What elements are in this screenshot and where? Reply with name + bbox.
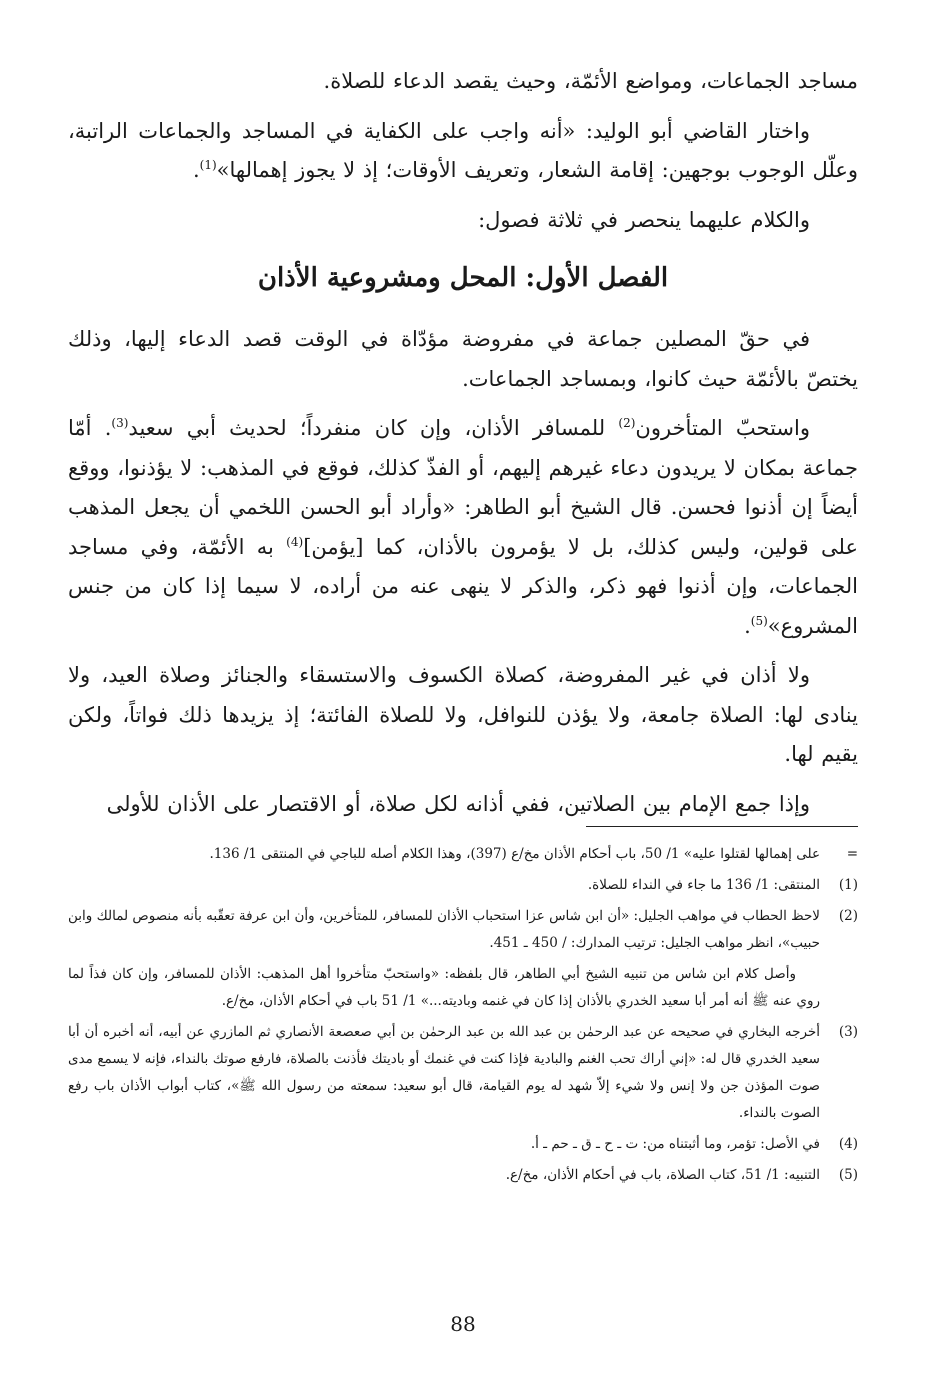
footnote <box>68 903 858 957</box>
footnote-ref[interactable]: (3) <box>111 416 129 430</box>
text-span: في حقّ المصلين جماعة في مفروضة مؤدّاة في الوقت قصد الدعاء إليها، وذلك يختصّ بالأئمّة حيث كانوا، وبمساجد الجماعات. <box>68 327 858 391</box>
paragraph <box>68 112 858 191</box>
footnote-text: المنتقى: 1/ 136 ما جاء في النداء للصلاة. <box>587 877 820 893</box>
paragraph <box>68 656 858 775</box>
footnotes <box>68 841 858 1193</box>
main-text <box>68 62 858 824</box>
text-span: والكلام عليهما ينحصر في ثلاثة فصول: <box>478 207 810 232</box>
paragraph <box>68 409 858 646</box>
page-number: 88 <box>450 1312 476 1336</box>
text-span: واختار القاضي أبو الوليد: «أنه واجب على الكفاية في المساجد والجماعات الراتبة، وعلّل الوجوب بوجهين: إقامة الشعار، وتعريف الأوقات؛ إذ لا يجوز إهمالها» <box>68 118 858 182</box>
footnote-ref[interactable]: (1) <box>199 158 217 172</box>
footnote <box>68 1019 858 1127</box>
text-span: . أمّا جماعة بمكان لا يريدون دعاء غيرهم إليهم، أو الفذّ كذلك، فوقع في المذهب: لا يؤذنوا، ووقع أيضاً إن أذنوا فحسن. قال الشيخ أبو الطاهر: «وأراد أبو الحسن اللخمي أن يجعل المذهب على قولين، وليس كذلك، بل لا يؤمرون بالأذان، كما [يؤمن] <box>68 416 858 559</box>
footnote-ref[interactable]: (4) <box>286 534 304 549</box>
paragraph <box>68 320 858 399</box>
footnote <box>68 841 858 868</box>
footnote-ref[interactable]: (2) <box>618 416 636 430</box>
text-span: به الأئمّة، وفي مساجد الجماعات، وإن أذنوا فهو ذكر، والذكر لا ينهى عنه من أراده، لا سيما إذا كان من جنس المشروع» <box>68 534 858 638</box>
footnote-text: التنبيه: 1/ 51، كتاب الصلاة، باب في أحكام الأذان، مخ/ع. <box>505 1167 820 1183</box>
footnote-text: أخرجه البخاري في صحيحه عن عبد الرحمٰن بن عبد الله بن عبد الرحمٰن بن أبي صعصعة الأنصاري ثم المازري عن أبيه، أنه أخبره أن أبا سعيد الخدري قال له: «إني أراك تحب الغنم والبادية فإذا كنت في غنمك أو باديتك فأذنت بالصلاة، فارفع صوتك بالنداء، فإنه لا يسمع مدى صوت المؤذن جن ولا إنس ولا شيء إلاّ شهد له يوم القيامة، قال أبو سعيد: سمعته من رسول الله ﷺ»، كتاب أبواب الأذان باب رفع الصوت بالنداء. <box>68 1024 820 1121</box>
footnote-separator <box>586 826 858 827</box>
footnote <box>68 872 858 899</box>
section-heading: الفصل الأول: المحل ومشروعية الأذان <box>257 263 669 293</box>
footnote <box>68 1131 858 1158</box>
paragraph <box>68 785 858 825</box>
footnote-number: = <box>846 846 858 862</box>
text-span: . <box>192 158 200 182</box>
footnote-number: (4) <box>838 1136 858 1152</box>
book-page <box>68 62 858 1377</box>
footnote-number: (1) <box>838 877 858 893</box>
footnote <box>68 1162 858 1189</box>
footnote-number: (3) <box>838 1024 858 1040</box>
footnote-ref[interactable]: (5) <box>750 613 768 628</box>
text-span: . <box>744 613 751 638</box>
text-span: مساجد الجماعات، ومواضع الأئمّة، وحيث يقصد الدعاء للصلاة. <box>323 69 858 93</box>
text-span: ولا أذان في غير المفروضة، كصلاة الكسوف والاستسقاء والجنائز وصلاة العيد، ولا ينادى لها: الصلاة جامعة، ولا يؤذن للنوافل، ولا للصلاة الفائتة؛ إذ يزيدها ذلك فواتاً، ولكن يقيم لها. <box>68 663 858 766</box>
footnote-number <box>820 961 858 1015</box>
text-span: واستحبّ المتأخرون <box>635 416 810 440</box>
text-span: للمسافر الأذان، وإن كان منفرداً؛ لحديث أبي سعيد <box>128 416 619 440</box>
text-span: وإذا جمع الإمام بين الصلاتين، ففي أذانه لكل صلاة، أو الاقتصار على الأذان للأولى <box>106 791 810 816</box>
paragraph-continuation <box>68 62 858 102</box>
footnote-number: (2) <box>838 908 858 924</box>
paragraph <box>68 201 858 241</box>
footnote <box>68 961 858 1015</box>
footnote-text: وأصل كلام ابن شاس من تنبيه الشيخ أبي الطاهر، قال بلفظه: «واستحبّ متأخروا أهل المذهب: الأذان للمسافر، وإن كان فذاً لما روي عنه ﷺ أنه أمر أبا سعيد الخدري بالأذان إذا كان في غنمه وباديته...» 1/ 51 باب في أحكام الأذان، مخ/ع. <box>68 966 820 1009</box>
footnote-text: على إهمالها لقتلوا عليه» 1/ 50، باب أحكام الأذان مخ/ع (397)، وهذا الكلام أصله للباجي في المنتقى 1/ 136. <box>209 846 820 862</box>
footnote-text: في الأصل: تؤمر، وما أثبتناه من: ت ـ ح ـ ق ـ حم ـ أ. <box>530 1136 820 1152</box>
footnote-text: لاحظ الحطاب في مواهب الجليل: «أن ابن شاس عزا استحباب الأذان للمسافر، للمتأخرين، وأن ابن عرفة تعقّبه بأنه منصوص لمالك وابن حبيب»، انظر مواهب الجليل: ترتيب المدارك: / 450 ـ 451. <box>68 908 820 951</box>
footnote-number: (5) <box>838 1167 858 1183</box>
